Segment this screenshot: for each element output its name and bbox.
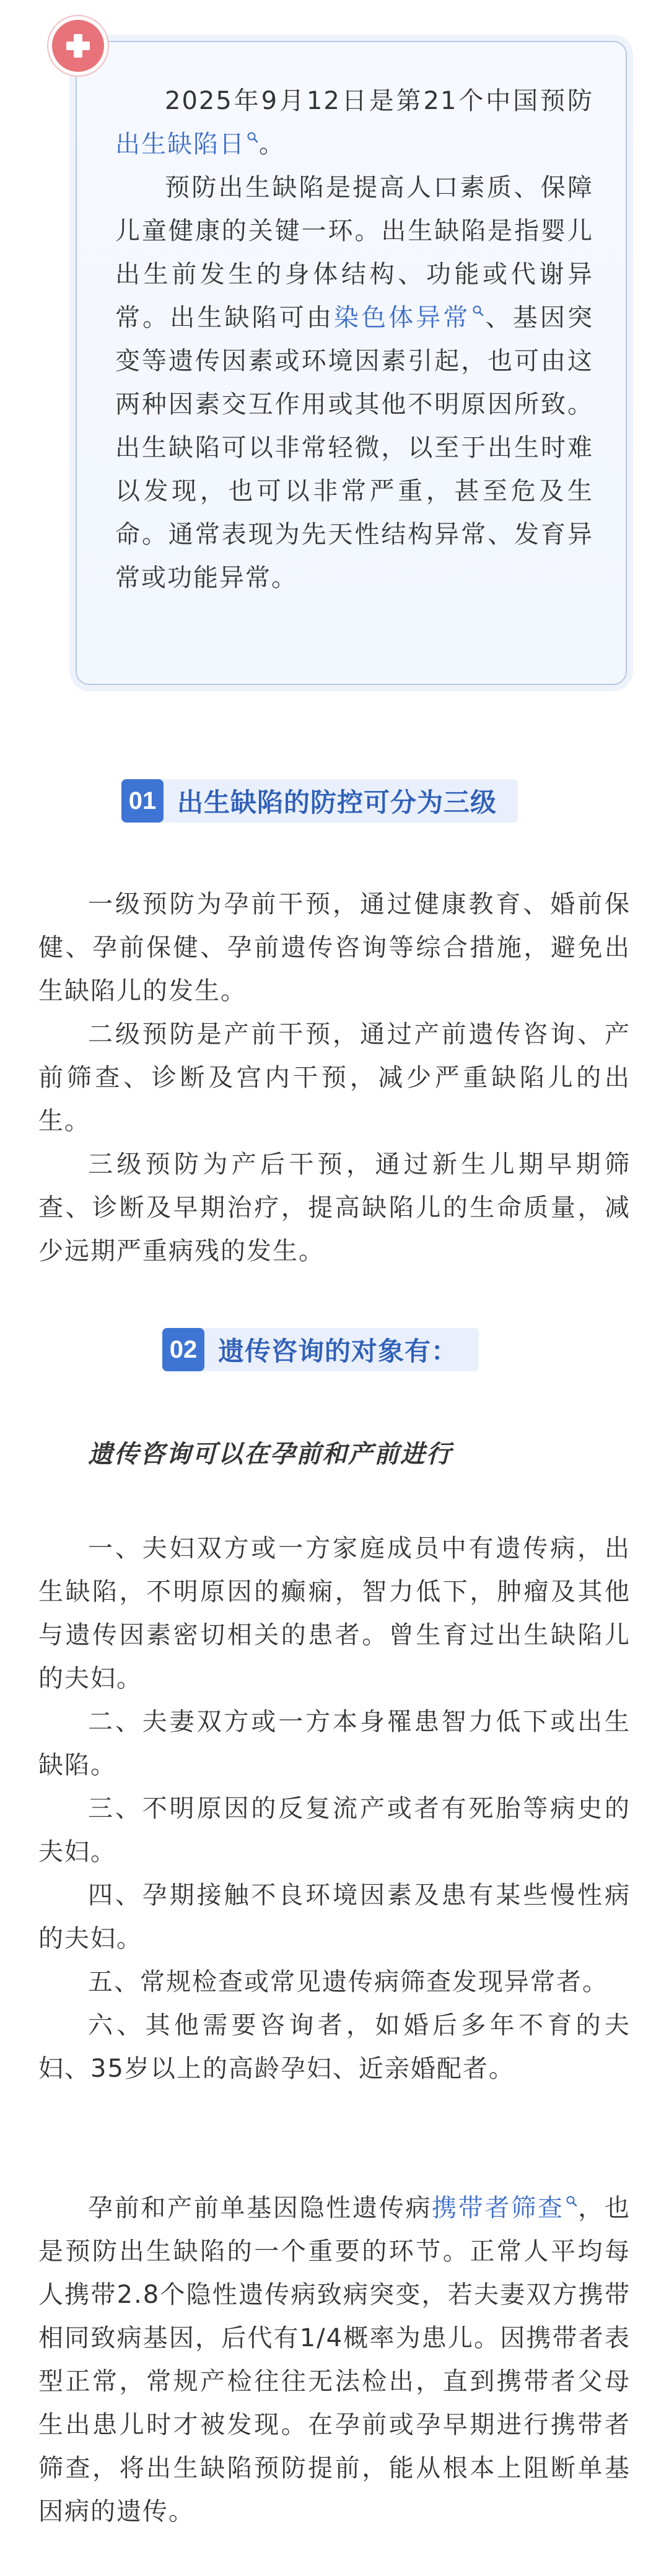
section-header-01 bbox=[121, 779, 518, 823]
list-item: 五、常规检查或常见遗传病筛查发现异常者。 bbox=[88, 1968, 608, 1996]
search-icon[interactable] bbox=[566, 2195, 578, 2207]
birth-defect-day-link[interactable] bbox=[115, 130, 259, 159]
list-item: 四、孕期接触不良环境因素及患有某些慢性病的夫妇。 bbox=[38, 1881, 631, 1953]
prevention-levels bbox=[38, 883, 631, 1273]
intro-text: 。 bbox=[259, 130, 285, 159]
list-item: 二、夫妻双方或一方本身罹患智力低下或出生缺陷。 bbox=[38, 1708, 631, 1779]
intro-paragraph-2 bbox=[115, 166, 593, 600]
carrier-screening-link[interactable] bbox=[432, 2194, 578, 2222]
intro-text: 、基因突变等遗传因素或环境因素引起，也可由这两种因素交互作用或其他不明原因所致。出生缺陷可以非常轻微，以至于出生时难以发现，也可以非常严重，甚至危及生命。通常表现为先天性结构异常、发育异常或功能异常。 bbox=[115, 303, 594, 592]
paragraph: 二级预防是产前干预，通过产前遗传咨询、产前筛查、诊断及宫内干预，减少严重缺陷儿的出生。 bbox=[38, 1020, 631, 1135]
link-text[interactable]: 染色体异常 bbox=[333, 303, 471, 332]
section-title: 遗传咨询的对象有： bbox=[218, 1336, 458, 1366]
search-icon[interactable] bbox=[247, 131, 259, 144]
carrier-screening bbox=[38, 2186, 631, 2533]
section-number: 02 bbox=[162, 1328, 204, 1371]
chromosome-abnormality-link[interactable] bbox=[334, 303, 484, 332]
consultation-targets bbox=[38, 1527, 631, 2090]
search-icon[interactable] bbox=[472, 305, 484, 317]
list-item: 六、其他需要咨询者，如婚后多年不育的夫妇、35岁以上的高龄孕妇、近亲婚配者。 bbox=[38, 2011, 631, 2083]
link-text[interactable]: 出生缺陷日 bbox=[115, 130, 245, 159]
section-number: 01 bbox=[121, 779, 164, 823]
carrier-text: 孕前和产前单基因隐性遗传病 bbox=[88, 2194, 432, 2222]
carrier-text: ，也是预防出生缺陷的一个重要的环节。正常人平均每人携带2.8个隐性遗传病致病突变，若夫妻双方携带相同致病基因，后代有1/4概率为患儿。因携带者表型正常，常规产检往往无法检出，直到携带者父母生出患儿时才被发现。在孕前或孕早期进行携带者筛查，将出生缺陷预防提前，能从根本上阻断单基因病的遗传。 bbox=[38, 2194, 631, 2526]
intro-text: 2025年9月12日是第21个中国预防 bbox=[165, 87, 593, 115]
list-item: 三、不明原因的反复流产或者有死胎等病史的夫妇。 bbox=[38, 1794, 631, 1866]
consultation-subheading: 遗传咨询可以在孕前和产前进行 bbox=[88, 1440, 452, 1469]
section-header-02 bbox=[162, 1328, 479, 1371]
intro-paragraph-1 bbox=[115, 79, 593, 166]
section-title: 出生缺陷的防控可分为三级 bbox=[177, 787, 497, 818]
paragraph: 三级预防为产后干预，通过新生儿期早期筛查、诊断及早期治疗，提高缺陷儿的生命质量，减少远期严重病残的发生。 bbox=[38, 1150, 631, 1265]
paragraph: 一级预防为孕前干预，通过健康教育、婚前保健、孕前保健、孕前遗传咨询等综合措施，避免出生缺陷儿的发生。 bbox=[38, 890, 631, 1005]
link-text[interactable]: 携带者筛查 bbox=[432, 2194, 564, 2222]
intro-text: 预防出生缺陷是提高人口素质、保障儿童健康的关键一环。出生缺陷是指婴儿出生前发生的身体结构、功能或代谢异常。出生缺陷可由 bbox=[115, 173, 593, 332]
intro-box bbox=[76, 41, 627, 685]
carrier-paragraph bbox=[38, 2186, 631, 2533]
medical-cross-icon bbox=[48, 16, 108, 76]
list-item: 一、夫妇双方或一方家庭成员中有遗传病，出生缺陷，不明原因的癫痫，智力低下，肿瘤及其他与遗传因素密切相关的患者。曾生育过出生缺陷儿的夫妇。 bbox=[38, 1534, 631, 1693]
